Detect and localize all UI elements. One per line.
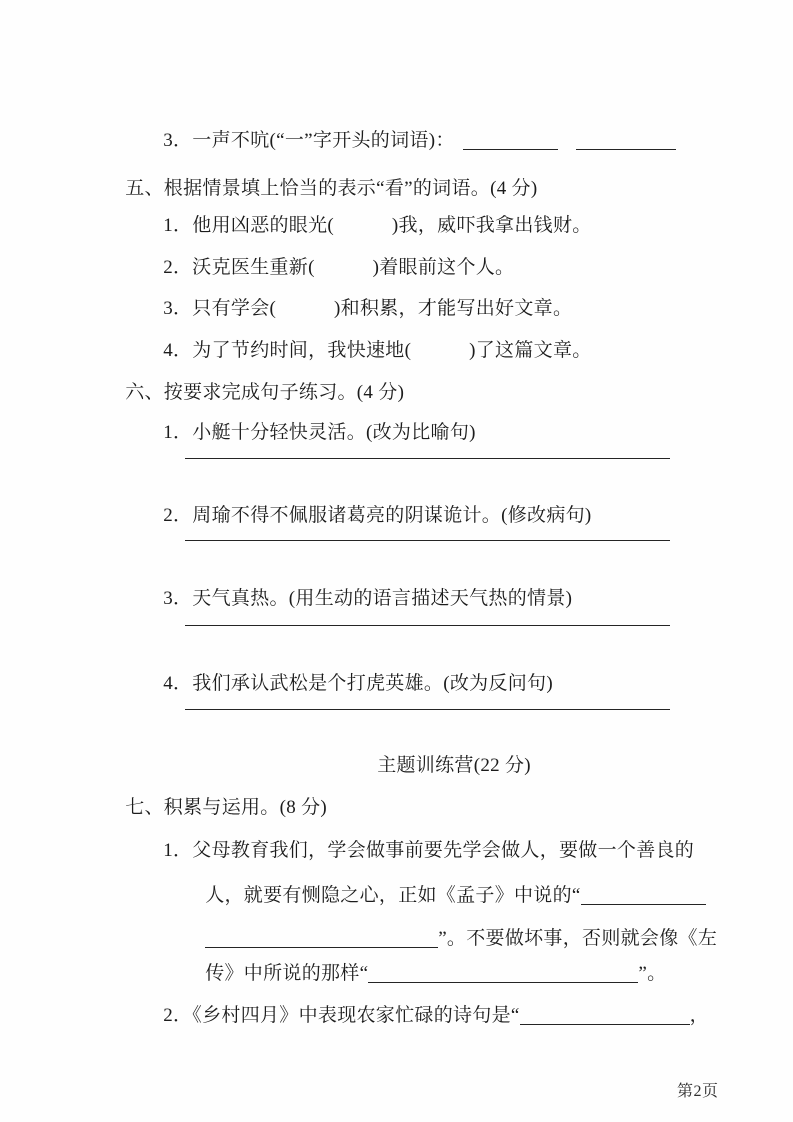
question-text: 人，就要有恻隐之心，正如《孟子》中说的“ <box>205 885 581 906</box>
section7-item2-line1 <box>143 977 709 1055</box>
section6-item-4 <box>143 645 553 723</box>
question-text: 3．天气真热。(用生动的语言描述天气热的情景) <box>163 588 573 609</box>
answer-line <box>185 709 670 710</box>
page-number-text: 第2页 <box>677 1083 719 1100</box>
question-text: 2．《乡村四月》中表现农家忙碌的诗句是“ <box>163 1005 520 1026</box>
question-text: 传》中所说的那样“ <box>205 963 369 984</box>
question-text: 1．小艇十分轻快灵活。(改为比喻句) <box>163 422 476 443</box>
banner-text: 主题训练营(22 分) <box>377 755 531 776</box>
answer-blank <box>463 133 558 150</box>
section6-item-3 <box>143 560 572 638</box>
page-number <box>677 1078 719 1101</box>
question-text: 4．为了节约时间，我快速地( )了这篇文章。 <box>163 340 592 361</box>
section6-item-2 <box>143 477 592 555</box>
question-text: 1．父母教育我们，学会做事前要先学会做人，要做一个善良的 <box>163 840 695 861</box>
answer-blank <box>520 1008 690 1025</box>
question-text: ， <box>689 1005 709 1026</box>
question-text: 2．沃克医生重新( )着眼前这个人。 <box>163 257 515 278</box>
answer-line <box>185 458 670 459</box>
question-text: 4．我们承认武松是个打虎英雄。(改为反问句) <box>163 673 553 694</box>
section-title: 六、按要求完成句子练习。(4 分) <box>125 382 405 403</box>
answer-line <box>185 540 670 541</box>
question-text: 3．只有学会( )和积累，才能写出好文章。 <box>163 298 573 319</box>
answer-blank <box>576 133 676 150</box>
question-text: ”。不要做坏事，否则就会像《左 <box>438 928 718 949</box>
question-text: 2．周瑜不得不佩服诸葛亮的阴谋诡计。(修改病句) <box>163 505 592 526</box>
answer-line <box>185 625 670 626</box>
question-text: 1．他用凶恶的眼光( )我，威吓我拿出钱财。 <box>163 215 592 236</box>
section-title: 五、根据情景填上恰当的表示“看”的词语。(4 分) <box>125 178 538 199</box>
section6-item-1 <box>143 394 476 472</box>
theme-banner <box>357 727 531 805</box>
section-title: 七、积累与运用。(8 分) <box>125 797 328 818</box>
question-text: 3．一声不吭(“一”字开头的词语)： <box>163 130 455 151</box>
question-text: ”。 <box>638 963 667 984</box>
